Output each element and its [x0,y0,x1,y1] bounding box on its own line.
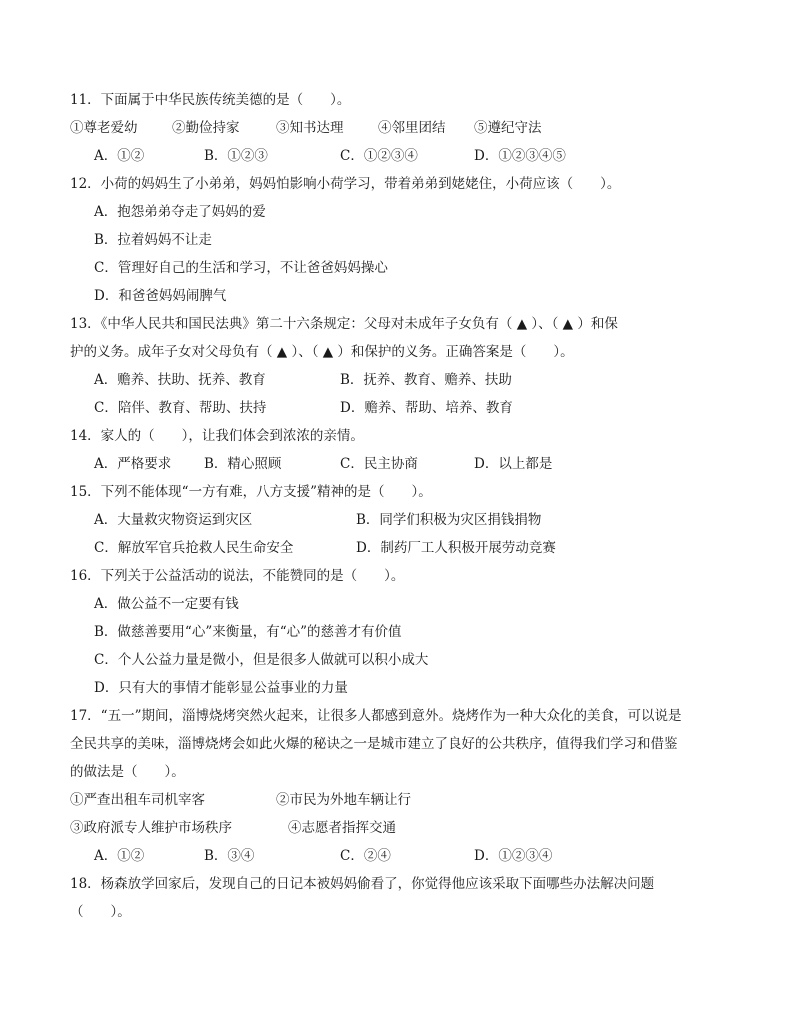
question-18-stem-line-1: 18．杨森放学回家后，发现自己的日记本被妈妈偷看了，你觉得他应该采取下面哪些办法解决问题 [70,876,655,892]
q17-item-4: ④志愿者指挥交通 [288,820,396,836]
q15-option-a: A．大量救灾物资运到灾区 [94,512,253,528]
q12-option-d: D．和爸爸妈妈闹脾气 [94,288,227,304]
question-15-stem: 15．下列不能体现“一方有难，八方支援”精神的是（ ）。 [70,484,432,500]
q11-option-a: A．①② [94,148,145,164]
q16-option-c: C．个人公益力量是微小，但是很多人做就可以积小成大 [94,652,429,668]
q11-item-2: ②勤俭持家 [172,120,240,136]
q13-option-b: B．抚养、教育、赡养、扶助 [340,372,512,388]
q11-option-d: D．①②③④⑤ [474,148,566,164]
q12-option-c: C．管理好自己的生活和学习，不让爸爸妈妈操心 [94,260,388,276]
q15-option-c: C．解放军官兵抢救人民生命安全 [94,540,294,556]
q14-option-b: B．精心照顾 [204,456,282,472]
q13-option-a: A．赡养、扶助、抚养、教育 [94,372,266,388]
q16-option-a: A．做公益不一定要有钱 [94,596,239,612]
question-11-stem: 11．下面属于中华民族传统美德的是（ ）。 [70,92,351,108]
q11-option-c: C．①②③④ [340,148,418,164]
q11-item-4: ④邻里团结 [378,120,446,136]
q17-option-a: A．①② [94,848,145,864]
q11-item-3: ③知书达理 [276,120,344,136]
q11-option-b: B．①②③ [204,148,268,164]
q11-item-1: ①尊老爱幼 [70,120,138,136]
q14-option-a: A．严格要求 [94,456,172,472]
q13-option-d: D．赡养、帮助、培养、教育 [340,400,513,416]
q12-option-a: A．抱怨弟弟夺走了妈妈的爱 [94,204,266,220]
q12-option-b: B．拉着妈妈不让走 [94,232,212,248]
q17-item-1: ①严查出租车司机宰客 [70,792,205,808]
q14-option-c: C．民主协商 [340,456,418,472]
q17-item-2: ②市民为外地车辆让行 [276,792,411,808]
question-13-stem-line-1: 13．《中华人民共和国民法典》第二十六条规定：父母对未成年子女负有（ ▲ ）、（ ▲ ）和保 [70,316,618,332]
question-17-stem-line-3: 的做法是（ ）。 [70,764,185,780]
q17-option-b: B．③④ [204,848,255,864]
q17-item-3: ③政府派专人维护市场秩序 [70,820,232,836]
q17-option-c: C．②④ [340,848,391,864]
q16-option-d: D．只有大的事情才能彰显公益事业的力量 [94,680,348,696]
q16-option-b: B．做慈善要用“心”来衡量，有“心”的慈善才有价值 [94,624,402,640]
question-12-stem: 12．小荷的妈妈生了小弟弟，妈妈怕影响小荷学习，带着弟弟到姥姥住，小荷应该（ ）。 [70,176,621,192]
question-16-stem: 16．下列关于公益活动的说法，不能赞同的是（ ）。 [70,568,405,584]
question-13-stem-line-2: 护的义务。成年子女对父母负有（ ▲ ）、（ ▲ ）和保护的义务。正确答案是（ ）。 [70,344,574,360]
q13-option-c: C．陪伴、教育、帮助、扶持 [94,400,267,416]
question-18-stem-line-2: （ ）。 [70,904,131,920]
question-17-stem-line-2: 全民共享的美味，淄博烧烤会如此火爆的秘诀之一是城市建立了良好的公共秩序，值得我们学习和借鉴 [70,736,678,752]
q15-option-d: D．制药厂工人积极开展劳动竞赛 [356,540,556,556]
q14-option-d: D．以上都是 [474,456,553,472]
question-14-stem: 14．家人的（ ），让我们体会到浓浓的亲情。 [70,428,364,444]
q17-option-d: D．①②③④ [474,848,553,864]
question-17-stem-line-1: 17．“五一”期间，淄博烧烤突然火起来，让很多人都感到意外。烧烤作为一种大众化的美食，可以说是 [70,708,682,724]
q15-option-b: B．同学们积极为灾区捐钱捐物 [356,512,542,528]
q11-item-5: ⑤遵纪守法 [474,120,542,136]
